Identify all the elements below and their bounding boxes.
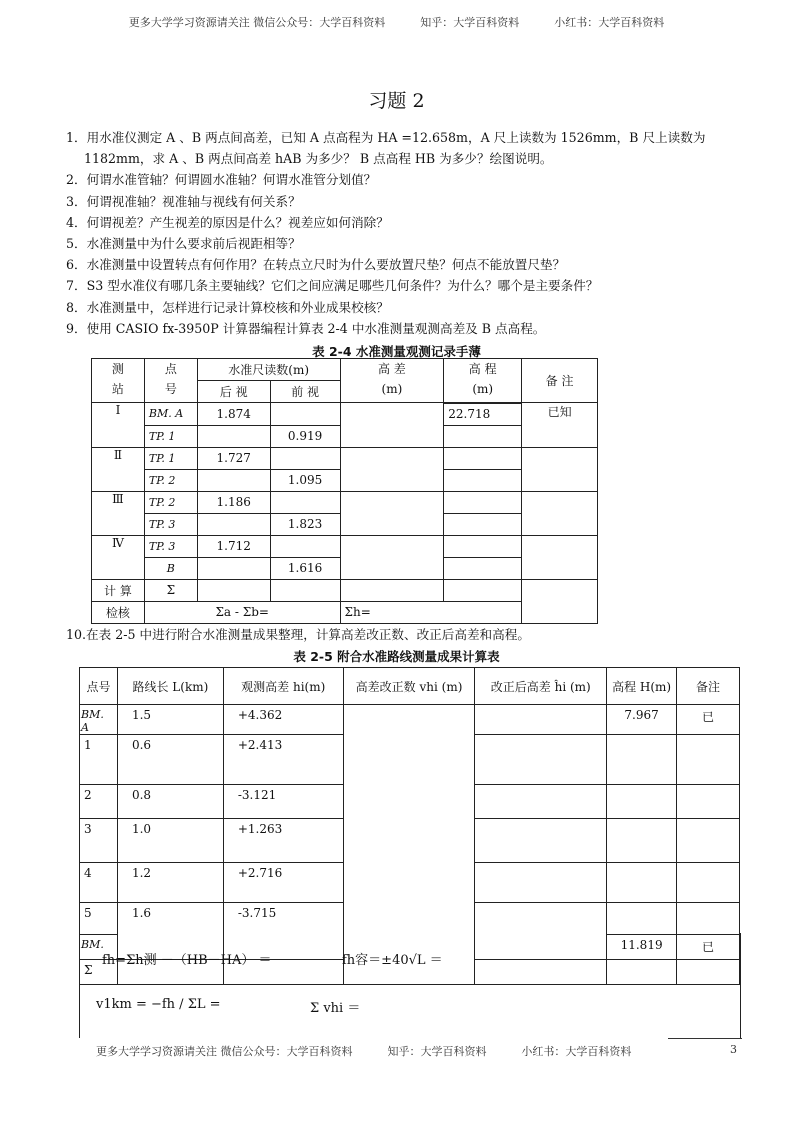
formula-fh-allow: fh容＝±40√L ＝ bbox=[342, 953, 443, 968]
question-8: 8．水准测量中，怎样进行记录计算校核和外业成果校核？ bbox=[66, 299, 389, 315]
sum-back-cell bbox=[197, 579, 270, 601]
back-cell: 1.727 bbox=[197, 447, 270, 469]
th-correction: 高差改正数 vhi (m) bbox=[343, 668, 475, 705]
th-observed: 观测高差 hi(m) bbox=[223, 668, 343, 705]
station-cell: Ⅲ bbox=[92, 491, 145, 535]
diff-cell bbox=[340, 535, 444, 579]
point-cell: TP. 1 bbox=[144, 425, 197, 447]
station-cell: Ⅱ bbox=[92, 447, 145, 491]
sigma-cell: Σ bbox=[144, 579, 197, 601]
th-note: 备 注 bbox=[522, 359, 598, 403]
page-header: 更多大学学习资源请关注 微信公众号：大学百科资料 知乎：大学百科资料 小红书：大学百科资料 bbox=[128, 16, 665, 29]
th-fore: 前 视 bbox=[270, 381, 340, 403]
formula-box bbox=[79, 933, 741, 1038]
note-cell: 已知 bbox=[522, 403, 598, 448]
back-cell: 1.712 bbox=[197, 535, 270, 557]
fore-cell: 1.616 bbox=[270, 557, 340, 579]
note-cell: 已 bbox=[677, 935, 740, 960]
question-list bbox=[66, 127, 756, 339]
point-cell: TP. 2 bbox=[144, 469, 197, 491]
page-footer: 更多大学学习资源请关注 微信公众号：大学百科资料 知乎：大学百科资料 小红书：大学百科资料 bbox=[96, 1045, 632, 1058]
observed-cell: -3.715 bbox=[223, 903, 343, 960]
note-cell bbox=[522, 447, 598, 491]
fore-cell: 0.919 bbox=[270, 425, 340, 447]
diff-cell bbox=[340, 491, 444, 535]
length-cell: 0.8 bbox=[117, 785, 223, 819]
corrected-cell bbox=[475, 863, 607, 903]
point-cell: 1 bbox=[80, 735, 118, 785]
fore-cell: 1.823 bbox=[270, 513, 340, 535]
question-7: 7．S3 型水准仪有哪几条主要轴线？它们之间应满足哪些几何条件？为什么？哪个是主要条件？ bbox=[66, 278, 599, 294]
note-cell: 已 bbox=[677, 705, 740, 735]
fore-cell bbox=[270, 403, 340, 426]
observed-cell: +2.716 bbox=[223, 863, 343, 903]
length-cell: 1.5 bbox=[117, 705, 223, 735]
fore-cell bbox=[270, 535, 340, 557]
point-cell: 5 bbox=[80, 903, 118, 935]
th-elev: 高 程 (m) bbox=[444, 359, 522, 403]
station-cell: Ⅳ bbox=[92, 535, 145, 579]
elevation-cell: 7.967 bbox=[607, 705, 677, 735]
elev-cell: 22.718 bbox=[444, 403, 522, 426]
back-cell: 1.874 bbox=[197, 403, 270, 426]
footer-rule bbox=[668, 1038, 742, 1039]
observed-cell: +2.413 bbox=[223, 735, 343, 785]
elev-cell bbox=[444, 469, 522, 491]
question-4: 4．何谓视差？产生视差的原因是什么？视差应如何消除？ bbox=[66, 214, 389, 230]
question-10: 10.在表 2-5 中进行附合水准测量成果整理，计算高差改正数、改正后高差和高程。 bbox=[66, 627, 530, 642]
back-cell bbox=[197, 469, 270, 491]
length-cell: 1.2 bbox=[117, 863, 223, 903]
point-cell: Σ bbox=[80, 960, 118, 985]
point-cell: 2 bbox=[80, 785, 118, 819]
note-cell bbox=[522, 535, 598, 579]
th-corrected: 改正后高差 ĥi (m) bbox=[475, 668, 607, 705]
back-cell: 1.186 bbox=[197, 491, 270, 513]
table2-caption: 表 2-5 附合水准路线测量成果计算表 bbox=[293, 649, 500, 664]
length-cell: 0.6 bbox=[117, 735, 223, 785]
diff-cell bbox=[340, 403, 444, 448]
sum-ab-cell: Σa - Σb= bbox=[144, 601, 340, 623]
elev-cell bbox=[444, 535, 522, 557]
th-note: 备注 bbox=[677, 668, 740, 705]
note-cell bbox=[522, 491, 598, 535]
fore-cell bbox=[270, 447, 340, 469]
question-5: 5．水准测量中为什么要求前后视距相等？ bbox=[66, 236, 301, 252]
th-point: 点号 bbox=[80, 668, 118, 705]
elev-cell bbox=[444, 425, 522, 447]
observed-cell: +1.263 bbox=[223, 819, 343, 863]
note-cell bbox=[677, 735, 740, 785]
sum-note-cell bbox=[522, 579, 598, 623]
page-number: 3 bbox=[730, 1043, 737, 1056]
note-cell bbox=[677, 785, 740, 819]
length-cell: 1.0 bbox=[117, 819, 223, 863]
elevation-cell: 11.819 bbox=[607, 935, 677, 960]
check-label: 检核 bbox=[92, 601, 145, 623]
leveling-record-table bbox=[91, 358, 598, 624]
elevation-cell bbox=[607, 863, 677, 903]
elev-cell bbox=[444, 513, 522, 535]
question-9: 9．使用 CASIO fx-3950P 计算器编程计算表 2-4 中水准测量观测高差及 B 点高程。 bbox=[66, 320, 546, 336]
th-point: 点 号 bbox=[144, 359, 197, 403]
page-title: 习题 2 bbox=[368, 90, 425, 112]
elevation-cell bbox=[607, 735, 677, 785]
fore-cell: 1.095 bbox=[270, 469, 340, 491]
th-length: 路线长 L(km) bbox=[117, 668, 223, 705]
back-cell bbox=[197, 513, 270, 535]
elevation-cell bbox=[607, 785, 677, 819]
point-cell: TP. 1 bbox=[144, 447, 197, 469]
point-cell: BM. A bbox=[80, 705, 118, 735]
observed-cell: +4.362 bbox=[223, 705, 343, 735]
th-diff: 高 差 (m) bbox=[340, 359, 444, 403]
back-cell bbox=[197, 557, 270, 579]
corrected-cell bbox=[475, 735, 607, 785]
question-2: 2．何谓水准管轴？何谓圆水准轴？何谓水准管分划值？ bbox=[66, 172, 377, 188]
sum-elev-cell bbox=[444, 579, 522, 601]
point-cell: 4 bbox=[80, 863, 118, 903]
elev-cell bbox=[444, 491, 522, 513]
point-cell: TP. 3 bbox=[144, 513, 197, 535]
point-cell: TP. 3 bbox=[144, 535, 197, 557]
note-cell bbox=[677, 863, 740, 903]
corrected-cell bbox=[475, 819, 607, 863]
back-cell bbox=[197, 425, 270, 447]
question-1: 1．用水准仪测定 A 、B 两点间高差，已知 A 点高程为 HA =12.658m，A 尺上读数为 1526mm，B 尺上读数为 1182mm，求 A 、B 两点间高差 hAB 为多少？ B 点高程 HB 为多少？绘图说明。 bbox=[66, 130, 706, 167]
sum-h-cell: Σh= bbox=[340, 601, 522, 623]
note-cell bbox=[677, 819, 740, 863]
th-elevation: 高程 H(m) bbox=[607, 668, 677, 705]
note-cell bbox=[677, 903, 740, 935]
elevation-cell bbox=[607, 903, 677, 935]
th-reading: 水准尺读数(m) bbox=[197, 359, 340, 381]
th-station: 测 站 bbox=[92, 359, 145, 403]
th-back: 后 视 bbox=[197, 381, 270, 403]
formula-fh: fh=Σh测 －（HB－HA） ＝ bbox=[102, 953, 272, 968]
table1-caption: 表 2-4 水准测量观测记录手薄 bbox=[312, 344, 481, 359]
observed-cell: -3.121 bbox=[223, 785, 343, 819]
diff-cell bbox=[340, 447, 444, 491]
formula-v1km: v1km = −fh / ΣL = bbox=[96, 997, 221, 1012]
station-cell: Ⅰ bbox=[92, 403, 145, 448]
point-cell: 3 bbox=[80, 819, 118, 863]
elevation-cell bbox=[607, 819, 677, 863]
point-cell: TP. 2 bbox=[144, 491, 197, 513]
length-cell: 1.6 bbox=[117, 903, 223, 960]
corrected-cell bbox=[475, 705, 607, 735]
question-3: 3．何谓视准轴？视准轴与视线有何关系？ bbox=[66, 193, 301, 209]
elev-cell bbox=[444, 447, 522, 469]
sum-diff-cell bbox=[340, 579, 444, 601]
elev-cell bbox=[444, 557, 522, 579]
corrected-cell bbox=[475, 785, 607, 819]
calc-label: 计 算 bbox=[92, 579, 145, 601]
question-6: 6．水准测量中设置转点有何作用？在转点立尺时为什么要放置尺垫？何点不能放置尺垫？ bbox=[66, 257, 566, 273]
fore-cell bbox=[270, 491, 340, 513]
sum-fore-cell bbox=[270, 579, 340, 601]
point-cell: BM. bbox=[80, 935, 118, 960]
formula-sum-v: Σ vhi ＝ bbox=[310, 1001, 361, 1016]
point-cell: B bbox=[144, 557, 197, 579]
point-cell: BM. A bbox=[144, 403, 197, 426]
